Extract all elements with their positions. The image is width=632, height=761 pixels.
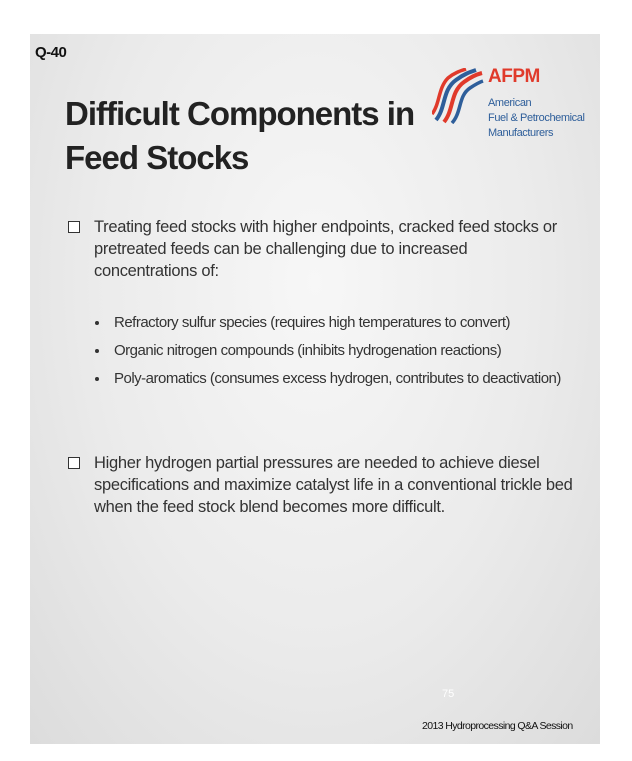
sub-bullet-2 <box>92 340 582 368</box>
bullet-dot-icon <box>95 377 99 381</box>
slide-title: Difficult Components in Feed Stocks <box>65 95 415 176</box>
logo-brand: AFPM <box>488 66 540 87</box>
sub-bullet-1-text: Refractory sulfur species (requires high temperatures to convert) <box>114 314 511 331</box>
bullet-dot-icon <box>95 321 99 325</box>
sub-bullet-3-text: Poly-aromatics (consumes excess hydrogen, contributes to deactivation) <box>114 370 561 387</box>
checkbox-bullet-icon <box>68 221 80 233</box>
question-label: Q-40 <box>35 44 67 61</box>
page-number: 75 <box>442 688 455 700</box>
afpm-flag-stripes-icon <box>432 68 484 124</box>
sub-bullet-1 <box>92 312 582 340</box>
bullet-2 <box>68 452 573 518</box>
sub-bullet-3 <box>92 368 582 396</box>
afpm-logo <box>432 66 592 156</box>
sub-bullet-list <box>92 312 582 396</box>
logo-subtitle-line1: American <box>488 97 532 109</box>
sub-bullet-2-text: Organic nitrogen compounds (inhibits hydrogenation reactions) <box>114 342 502 359</box>
logo-subtitle-line3: Manufacturers <box>488 127 554 139</box>
footer-text: 2013 Hydroprocessing Q&A Session <box>422 720 573 732</box>
bullet-1-text: Treating feed stocks with higher endpoints, cracked feed stocks or pretreated feeds can be challenging due to increased concentrations of: <box>94 218 557 280</box>
slide <box>30 34 600 744</box>
bullet-dot-icon <box>95 349 99 353</box>
checkbox-bullet-icon <box>68 457 80 469</box>
bullet-1 <box>68 216 573 282</box>
logo-subtitle <box>488 96 585 141</box>
bullet-2-text: Higher hydrogen partial pressures are needed to achieve diesel specifications and maximize catalyst life in a conventional trickle bed when the feed stock blend becomes more difficult. <box>94 454 573 516</box>
logo-subtitle-line2: Fuel & Petrochemical <box>488 112 585 124</box>
